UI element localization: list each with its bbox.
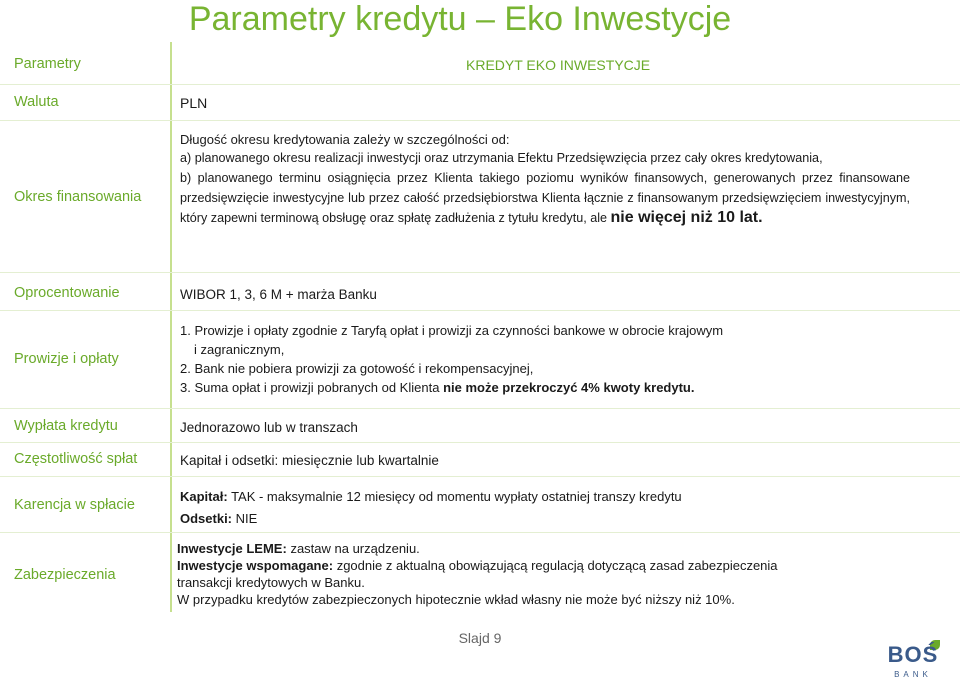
row-divider [0, 120, 960, 121]
oprocentowanie-value: WIBOR 1, 3, 6 M + marża Banku [180, 287, 377, 302]
column-divider [170, 42, 172, 612]
wsp-value: zgodnie z aktualną obowiązującą regulacją dotyczącą zasad zabezpieczenia [336, 558, 778, 573]
leme-value: zastaw na urządzeniu. [290, 541, 420, 556]
okres-line1: Długość okresu kredytowania zależy w szczególności od: [180, 132, 510, 147]
okres-line3: b) planowanego terminu osiągnięcia przez Klienta takiego poziomu wyników finansowych, generowanych przez finansowane przedsięwzięcie inwestycyjne lub przez całość przedsiębiorstwa Klienta łącznie z finansowanym przedsięwzięciem inwestycyjnym, który zapewni terminową obsługę oraz spłatę zadłużenia z tytułu kredytu, ale [180, 171, 910, 225]
header-label: Parametry [14, 56, 81, 72]
prowizje-item2: 2. Bank nie pobiera prowizji za gotowość i rekompensacyjnej, [180, 361, 534, 376]
leme-label: Inwestycje LEME: [177, 541, 287, 556]
czestotliwosc-label: Częstotliwość spłat [14, 451, 138, 467]
kapital-label: Kapitał: [180, 489, 228, 504]
odsetki-value: NIE [235, 511, 258, 526]
okres-line2: a) planowanego okresu realizacji inwestycji oraz utrzymania Efektu Przedsięwzięcia przez cały okres kredytowania, [180, 151, 823, 165]
row-divider [0, 408, 960, 409]
prowizje-item1b: i zagranicznym, [194, 342, 285, 357]
karencja-label: Karencja w spłacie [14, 497, 135, 513]
karencja-value [180, 486, 910, 530]
row-divider [0, 310, 960, 311]
waluta-value: PLN [180, 95, 208, 111]
row-divider [0, 476, 960, 477]
oprocentowanie-label: Oprocentowanie [14, 285, 120, 301]
header-value: KREDYT EKO INWESTYCJE [466, 57, 651, 73]
okres-label: Okres finansowania [14, 189, 142, 205]
slide-number: Slajd 9 [458, 630, 502, 646]
karencja-kapital [180, 486, 910, 508]
page-title: Parametry kredytu – Eko Inwestycje [188, 0, 732, 38]
kapital-value: TAK - maksymalnie 12 miesięcy od momentu wypłaty ostatniej transzy kredytu [231, 489, 682, 504]
prowizje-item3: 3. Suma opłat i prowizji pobranych od Klienta [180, 380, 440, 395]
row-divider [0, 84, 960, 85]
okres-limit: nie więcej niż 10 lat. [610, 209, 763, 226]
prowizje-label: Prowizje i opłaty [14, 351, 119, 367]
wyplata-value: Jednorazowo lub w transzach [180, 420, 358, 435]
waluta-label: Waluta [14, 94, 59, 110]
prowizje-limit: nie może przekroczyć 4% kwoty kredytu. [443, 380, 695, 395]
odsetki-label: Odsetki: [180, 511, 233, 526]
zabezpieczenia-label: Zabezpieczenia [14, 567, 116, 583]
okres-line3-wrap [180, 168, 910, 228]
bank-logo: BOŚ [887, 642, 939, 667]
czestotliwosc-value: Kapitał i odsetki: miesięcznie lub kwartalnie [180, 453, 439, 468]
wsp-label: Inwestycje wspomagane: [177, 558, 334, 573]
zab-wsp2: transakcji kredytowych w Banku. [177, 575, 365, 590]
wyplata-label: Wypłata kredytu [14, 418, 118, 434]
okres-value [180, 130, 910, 228]
zab-wsp [177, 557, 937, 574]
prowizje-value [180, 321, 910, 397]
karencja-odsetki [180, 508, 910, 530]
row-divider [0, 532, 960, 533]
zab-hipoteka: W przypadku kredytów zabezpieczonych hipotecznie wkład własny nie może być niższy niż 10%. [177, 592, 735, 607]
bank-logo-sub: BANK [894, 670, 932, 679]
prowizje-item1: 1. Prowizje i opłaty zgodnie z Taryfą opłat i prowizji za czynności bankowe w obrocie krajowym [180, 323, 724, 338]
prowizje-item3-wrap [180, 378, 910, 397]
zabezpieczenia-value [177, 540, 937, 608]
zab-leme [177, 540, 937, 557]
row-divider [0, 442, 960, 443]
row-divider [0, 272, 960, 273]
